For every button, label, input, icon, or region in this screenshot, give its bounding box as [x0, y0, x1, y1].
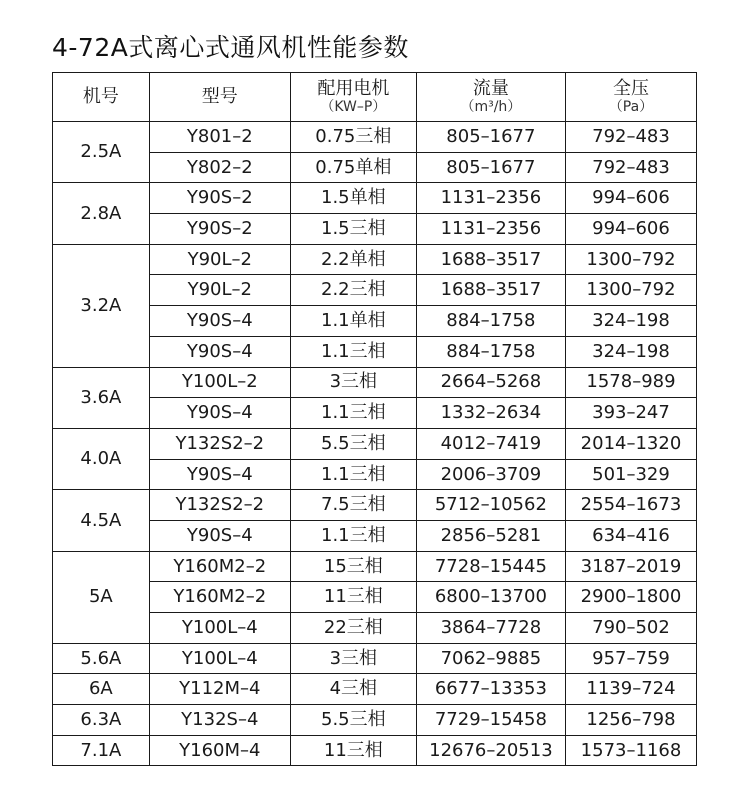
cell-jihao: 6.3A — [53, 705, 150, 736]
cell-dianji: 4三相 — [290, 674, 416, 705]
cell-quanya: 1578–989 — [565, 367, 696, 398]
cell-liuliang: 6677–13353 — [416, 674, 565, 705]
header-liuliang — [416, 73, 565, 122]
cell-liuliang: 5712–10562 — [416, 490, 565, 521]
header-liuliang-label: 流量 — [472, 77, 509, 99]
header-jihao — [53, 73, 150, 122]
cell-liuliang: 12676–20513 — [416, 735, 565, 766]
cell-quanya: 2900–1800 — [565, 582, 696, 613]
table-row — [53, 613, 697, 644]
cell-dianji: 3三相 — [290, 367, 416, 398]
cell-xinghao: Y100L–4 — [149, 613, 290, 644]
cell-dianji: 11三相 — [290, 582, 416, 613]
cell-xinghao: Y90L–2 — [149, 244, 290, 275]
cell-liuliang: 1332–2634 — [416, 398, 565, 429]
cell-liuliang: 1131–2356 — [416, 214, 565, 245]
header-dianji — [290, 73, 416, 122]
cell-jihao: 2.5A — [53, 122, 150, 183]
page-title: 4-72A式离心式通风机性能参数 — [52, 33, 409, 62]
table-row — [53, 122, 697, 153]
cell-jihao: 3.2A — [53, 244, 150, 367]
cell-liuliang: 2006–3709 — [416, 459, 565, 490]
cell-dianji: 2.2三相 — [290, 275, 416, 306]
cell-quanya: 1300–792 — [565, 275, 696, 306]
cell-jihao: 6A — [53, 674, 150, 705]
cell-liuliang: 3864–7728 — [416, 613, 565, 644]
cell-quanya: 1256–798 — [565, 705, 696, 736]
table-row — [53, 705, 697, 736]
header-quanya-label: 全压 — [612, 77, 649, 99]
table-row — [53, 244, 697, 275]
table-row — [53, 306, 697, 337]
cell-quanya: 393–247 — [565, 398, 696, 429]
cell-dianji: 1.1三相 — [290, 336, 416, 367]
cell-dianji: 15三相 — [290, 551, 416, 582]
header-xinghao — [149, 73, 290, 122]
table-row — [53, 459, 697, 490]
cell-liuliang: 884–1758 — [416, 336, 565, 367]
cell-quanya: 1573–1168 — [565, 735, 696, 766]
cell-xinghao: Y90S–4 — [149, 520, 290, 551]
cell-xinghao: Y90S–2 — [149, 214, 290, 245]
cell-xinghao: Y90S–4 — [149, 398, 290, 429]
cell-jihao: 4.5A — [53, 490, 150, 551]
cell-xinghao: Y100L–2 — [149, 367, 290, 398]
cell-liuliang: 884–1758 — [416, 306, 565, 337]
cell-dianji: 7.5三相 — [290, 490, 416, 521]
cell-liuliang: 805–1677 — [416, 152, 565, 183]
table-row — [53, 520, 697, 551]
cell-xinghao: Y132S2–2 — [149, 490, 290, 521]
cell-dianji: 2.2单相 — [290, 244, 416, 275]
cell-quanya: 792–483 — [565, 122, 696, 153]
table-row — [53, 367, 697, 398]
header-xinghao-label: 型号 — [201, 86, 238, 108]
table-row — [53, 428, 697, 459]
cell-dianji: 0.75三相 — [290, 122, 416, 153]
table-row — [53, 336, 697, 367]
cell-xinghao: Y160M2–2 — [149, 551, 290, 582]
cell-liuliang: 7729–15458 — [416, 705, 565, 736]
cell-dianji: 11三相 — [290, 735, 416, 766]
cell-liuliang: 7728–15445 — [416, 551, 565, 582]
cell-quanya: 3187–2019 — [565, 551, 696, 582]
cell-xinghao: Y801–2 — [149, 122, 290, 153]
table-row — [53, 214, 697, 245]
cell-dianji: 5.5三相 — [290, 428, 416, 459]
cell-quanya: 324–198 — [565, 306, 696, 337]
cell-xinghao: Y90L–2 — [149, 275, 290, 306]
table-row — [53, 398, 697, 429]
cell-xinghao: Y100L–4 — [149, 643, 290, 674]
header-row — [53, 73, 697, 122]
cell-jihao: 5.6A — [53, 643, 150, 674]
cell-quanya: 957–759 — [565, 643, 696, 674]
cell-liuliang: 1131–2356 — [416, 183, 565, 214]
cell-quanya: 1139–724 — [565, 674, 696, 705]
cell-xinghao: Y802–2 — [149, 152, 290, 183]
table-row — [53, 183, 697, 214]
table-row — [53, 735, 697, 766]
cell-quanya: 790–502 — [565, 613, 696, 644]
cell-xinghao: Y90S–4 — [149, 336, 290, 367]
cell-dianji: 0.75单相 — [290, 152, 416, 183]
cell-xinghao: Y160M2–2 — [149, 582, 290, 613]
header-quanya — [565, 73, 696, 122]
cell-xinghao: Y90S–4 — [149, 459, 290, 490]
header-liuliang-unit: （m³/h） — [460, 98, 522, 115]
cell-liuliang: 6800–13700 — [416, 582, 565, 613]
cell-liuliang: 1688–3517 — [416, 275, 565, 306]
cell-dianji: 1.1三相 — [290, 398, 416, 429]
header-quanya-unit: （Pa） — [608, 98, 654, 115]
cell-quanya: 2014–1320 — [565, 428, 696, 459]
cell-xinghao: Y132S–4 — [149, 705, 290, 736]
cell-xinghao: Y160M–4 — [149, 735, 290, 766]
table-row — [53, 275, 697, 306]
cell-xinghao: Y90S–2 — [149, 183, 290, 214]
cell-liuliang: 4012–7419 — [416, 428, 565, 459]
cell-dianji: 1.5单相 — [290, 183, 416, 214]
cell-liuliang: 7062–9885 — [416, 643, 565, 674]
table-row — [53, 674, 697, 705]
cell-dianji: 5.5三相 — [290, 705, 416, 736]
cell-quanya: 994–606 — [565, 183, 696, 214]
cell-liuliang: 1688–3517 — [416, 244, 565, 275]
cell-liuliang: 805–1677 — [416, 122, 565, 153]
cell-quanya: 792–483 — [565, 152, 696, 183]
cell-dianji: 1.1三相 — [290, 520, 416, 551]
cell-quanya: 324–198 — [565, 336, 696, 367]
cell-liuliang: 2856–5281 — [416, 520, 565, 551]
cell-dianji: 1.5三相 — [290, 214, 416, 245]
cell-jihao: 3.6A — [53, 367, 150, 428]
performance-table — [52, 72, 697, 766]
table-header — [53, 73, 697, 122]
cell-jihao: 4.0A — [53, 428, 150, 489]
cell-quanya: 994–606 — [565, 214, 696, 245]
cell-jihao: 5A — [53, 551, 150, 643]
table-row — [53, 643, 697, 674]
header-jihao-label: 机号 — [82, 86, 119, 108]
table-row — [53, 490, 697, 521]
cell-xinghao: Y132S2–2 — [149, 428, 290, 459]
cell-quanya: 634–416 — [565, 520, 696, 551]
header-dianji-unit: （KW–P） — [320, 98, 387, 115]
cell-dianji: 1.1三相 — [290, 459, 416, 490]
table-row — [53, 551, 697, 582]
cell-quanya: 1300–792 — [565, 244, 696, 275]
table-row — [53, 582, 697, 613]
cell-quanya: 501–329 — [565, 459, 696, 490]
cell-jihao: 7.1A — [53, 735, 150, 766]
cell-quanya: 2554–1673 — [565, 490, 696, 521]
cell-jihao: 2.8A — [53, 183, 150, 244]
cell-xinghao: Y112M–4 — [149, 674, 290, 705]
header-dianji-label: 配用电机 — [317, 77, 390, 99]
table-row — [53, 152, 697, 183]
cell-dianji: 1.1单相 — [290, 306, 416, 337]
cell-xinghao: Y90S–4 — [149, 306, 290, 337]
table-body — [53, 122, 697, 766]
cell-liuliang: 2664–5268 — [416, 367, 565, 398]
cell-dianji: 3三相 — [290, 643, 416, 674]
cell-dianji: 22三相 — [290, 613, 416, 644]
